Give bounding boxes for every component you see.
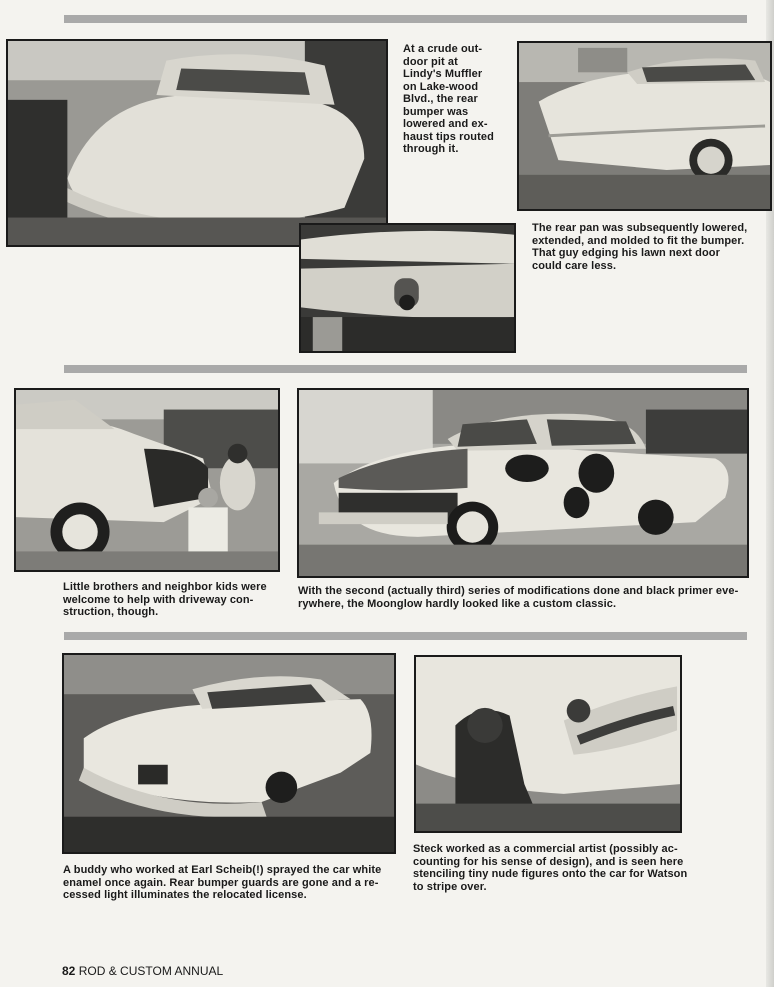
photo-stenciling (414, 655, 682, 833)
caption-kids: Little brothers and neighbor kids were welcome to help with driveway con-struction, though. (63, 581, 267, 618)
page-folio (62, 964, 223, 978)
photo-exhaust-tips (299, 223, 516, 353)
caption-white-enamel: A buddy who worked at Earl Scheib(!) sprayed the car white enamel once again. Rear bumper guards are gone and a re-cessed light illuminates the relocated license. (63, 864, 382, 901)
photo-black-primer (297, 388, 749, 578)
caption-black-primer: With the second (actually third) series of modifications done and black primer eve-rywhere, the Moonglow hardly looked like a custom classic. (298, 585, 739, 610)
photo-rear-bumper-lowered (6, 39, 388, 247)
section-rule-middle (64, 365, 747, 373)
caption-stenciling: Steck worked as a commercial artist (possibly ac-counting for his sense of design), and is seen here stenciling tiny nude figures onto the car for Watson to stripe over. (413, 843, 688, 893)
page-number: 82 (62, 964, 76, 978)
publication-name: ROD & CUSTOM ANNUAL (78, 964, 224, 978)
caption-rear-pan: The rear pan was subsequently lowered, extended, and molded to fit the bumper. That guy edging his lawn next door could care less. (532, 222, 748, 272)
photo-kids-helping (14, 388, 280, 572)
section-rule-lower (64, 632, 747, 640)
caption-muffler-shop: At a crude out-door pit at Lindy's Muffler on Lake-wood Blvd., the rear bumper was lowered and ex-haust tips routed through it. (403, 43, 494, 155)
section-rule-top (64, 15, 747, 23)
photo-rear-pan-side (517, 41, 772, 211)
photo-white-enamel (62, 653, 396, 854)
